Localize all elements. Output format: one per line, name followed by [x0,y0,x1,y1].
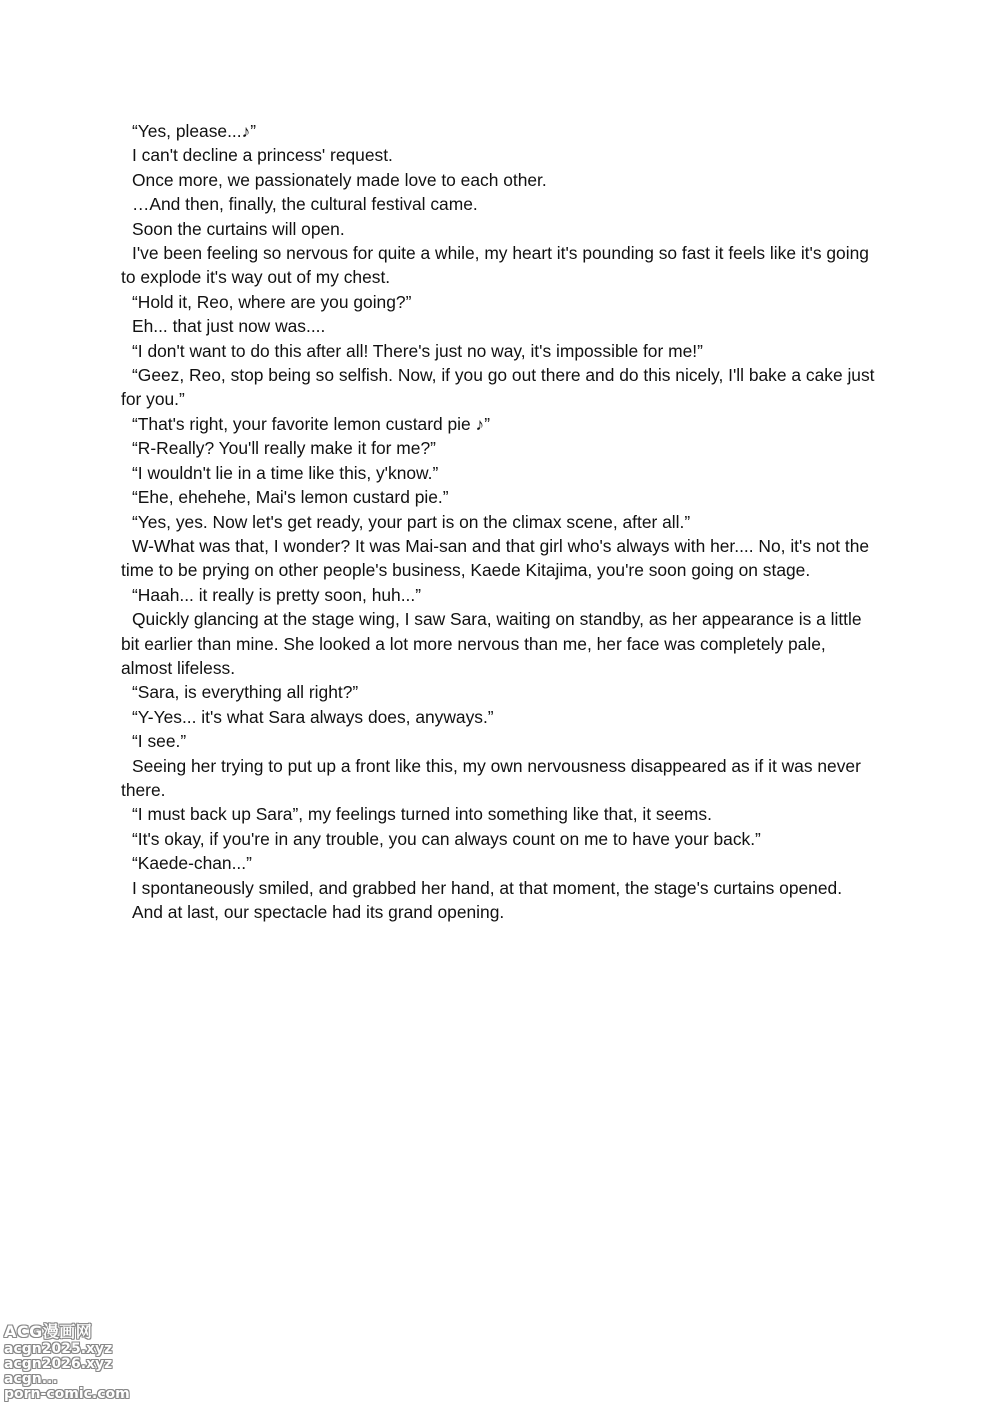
paragraph: “I must back up Sara”, my feelings turned into something like that, it seems. [132,804,712,825]
paragraph: W-What was that, I wonder? It was Mai-san and that girl who's always with her.... No, it's not the time to be prying on other people's business, Kaede Kitajima, you're soon going on stage. [121,535,870,581]
paragraph: Soon the curtains will open. [132,218,345,239]
paragraph: And at last, our spectacle had its grand opening. [132,902,505,922]
watermark-url: acgn2025.xyz [4,1341,113,1357]
paragraph: “Yes, yes. Now let's get ready, your part is on the climax scene, after all.” [132,511,691,532]
paragraph: Quickly glancing at the stage wing, I saw Sara, waiting on standby, as her appearance is a little bit earlier than mine. She looked a lot more nervous than me, her face was completely pale, almost lifeless. [121,609,862,678]
paragraph: “Sara, is everything all right?” [132,682,359,703]
paragraph: “Yes, please...♪” [132,121,257,141]
paragraph: “It's okay, if you're in any trouble, you can always count on me to have your back.” [132,828,761,849]
paragraph: Eh... that just now was.... [132,316,326,337]
watermark-title: ACG漫画网 [4,1322,93,1341]
paragraph: I spontaneously smiled, and grabbed her hand, at that moment, the stage's curtains opened. [132,877,843,898]
site-watermark [4,1322,144,1402]
paragraph: I've been feeling so nervous for quite a while, my heart it's pounding so fast it feels like it's going to explode it's way out of my chest. [121,243,869,288]
story-text [121,119,881,924]
paragraph: “R-Really? You'll really make it for me?” [132,438,436,459]
paragraph: “I see.” [132,731,187,752]
watermark-url: porn-comic.com [4,1386,130,1402]
paragraph: “Kaede-chan...” [132,853,252,874]
paragraph: “I wouldn't lie in a time like this, y'know.” [132,462,439,483]
paragraph: “Ehe, ehehehe, Mai's lemon custard pie.” [132,487,449,508]
paragraph: …And then, finally, the cultural festival came. [132,194,478,215]
paragraph: “That's right, your favorite lemon custard pie ♪” [132,413,491,434]
watermark-url: acgn... [4,1371,58,1387]
paragraph: I can't decline a princess' request. [132,145,393,166]
paragraph: “I don't want to do this after all! There's just no way, it's impossible for me!” [132,340,703,361]
watermark-url: acgn2026.xyz [4,1356,113,1372]
paragraph: “Haah... it really is pretty soon, huh...” [132,584,422,605]
paragraph: Seeing her trying to put up a front like this, my own nervousness disappeared as if it was never there. [121,755,861,800]
paragraph: “Hold it, Reo, where are you going?” [132,291,412,312]
paragraph: “Y-Yes... it's what Sara always does, anyways.” [132,706,494,727]
paragraph: Once more, we passionately made love to each other. [132,169,547,190]
paragraph: “Geez, Reo, stop being so selfish. Now, if you go out there and do this nicely, I'll bake a cake just for you.” [121,365,875,410]
